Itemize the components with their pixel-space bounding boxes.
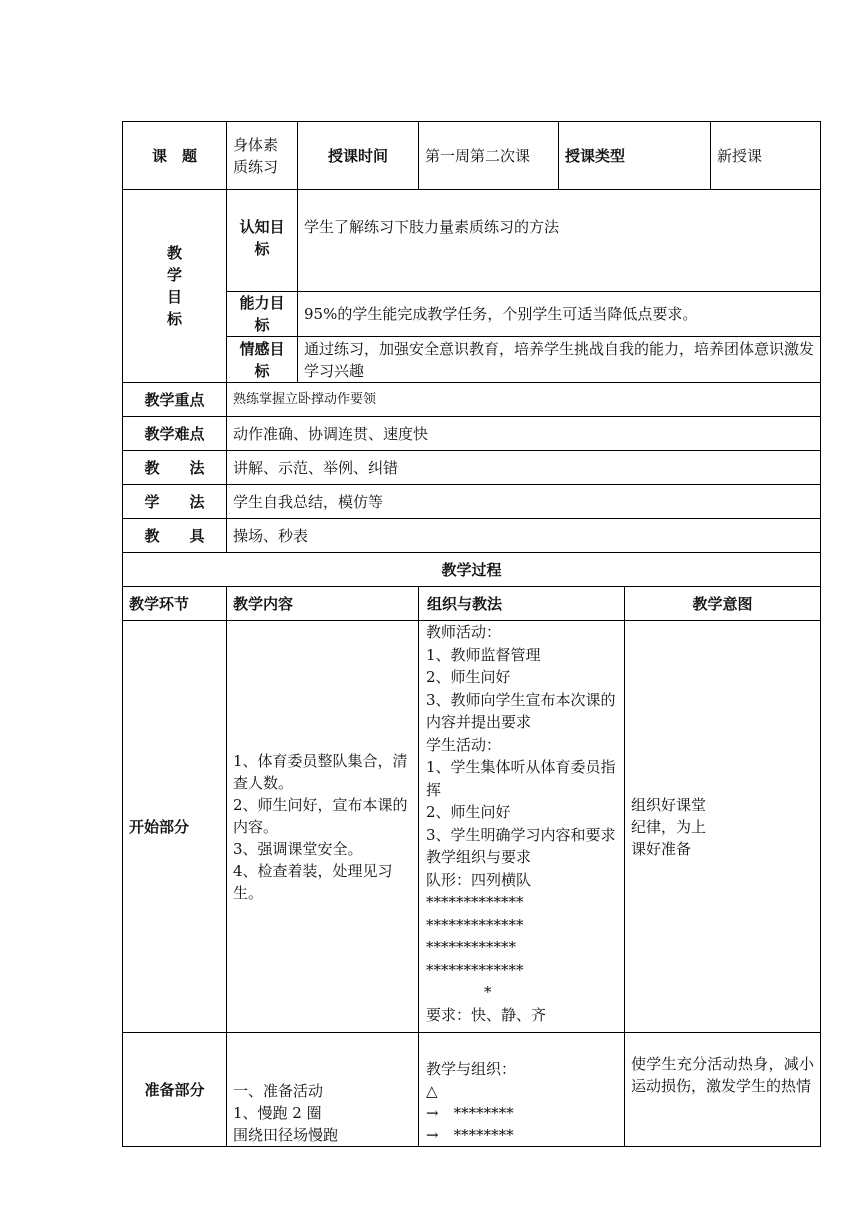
header-row bbox=[123, 122, 821, 190]
start-content: 1、体育委员整队集合，清查人数。 2、师生问好，宣布本课的内容。 3、强调课堂安全。 4、检查着装，处理见习生。 bbox=[227, 621, 419, 1033]
teaching-method-label: 教 法 bbox=[123, 451, 227, 485]
equipment-label: 教 具 bbox=[123, 519, 227, 553]
ability-label: 能力目标 bbox=[227, 292, 298, 337]
cognitive-label: 认知目标 bbox=[227, 190, 298, 292]
start-section-row bbox=[123, 621, 821, 1033]
topic-value: 身体素质练习 bbox=[227, 122, 298, 190]
info-row bbox=[123, 451, 821, 485]
topic-label: 课 题 bbox=[123, 122, 227, 190]
time-label: 授课时间 bbox=[298, 122, 419, 190]
process-header-row bbox=[123, 587, 821, 621]
ability-text: 95%的学生能完成教学任务，个别学生可适当降低点要求。 bbox=[298, 292, 821, 337]
difficulty-label: 教学难点 bbox=[123, 417, 227, 451]
emotion-label: 情感目标 bbox=[227, 337, 298, 383]
start-method: 教师活动： 1、教师监督管理 2、师生问好 3、教师向学生宣布本次课的内容并提出要求 学生活动： 1、学生集体听从体育委员指挥 2、师生问好 3、学生明确学习内容和要求 教学组织与要求 队形：四列横队 ************* ************* ************ ************* * 要求：快、静、齐 bbox=[419, 621, 625, 1033]
process-title: 教学过程 bbox=[123, 553, 821, 587]
info-row bbox=[123, 383, 821, 417]
emotion-text: 通过练习，加强安全意识教育，培养学生挑战自我的能力，培养团体意识激发学习兴趣 bbox=[298, 337, 821, 383]
type-value: 新授课 bbox=[711, 122, 821, 190]
prep-method: 教学与组织： △ → ******** → ******** bbox=[419, 1033, 625, 1147]
prep-intent: 使学生充分活动热身，减小运动损伤，激发学生的热情 bbox=[625, 1033, 821, 1147]
col-header-intent: 教学意图 bbox=[625, 587, 821, 621]
start-stage: 开始部分 bbox=[123, 621, 227, 1033]
info-row bbox=[123, 485, 821, 519]
type-label: 授课类型 bbox=[559, 122, 711, 190]
start-intent: 组织好课堂 纪律，为上 课好准备 bbox=[625, 621, 821, 1033]
info-row bbox=[123, 417, 821, 451]
col-header-method: 组织与教法 bbox=[419, 587, 625, 621]
learning-method-label: 学 法 bbox=[123, 485, 227, 519]
prep-stage: 准备部分 bbox=[123, 1033, 227, 1147]
learning-method-value: 学生自我总结，模仿等 bbox=[227, 485, 821, 519]
teaching-method-value: 讲解、示范、举例、纠错 bbox=[227, 451, 821, 485]
key-point-label: 教学重点 bbox=[123, 383, 227, 417]
difficulty-value: 动作准确、协调连贯、速度快 bbox=[227, 417, 821, 451]
prep-content: 一、准备活动 1、慢跑 2 圈 围绕田径场慢跑 bbox=[227, 1033, 419, 1147]
objectives-label: 教学目标 bbox=[123, 190, 227, 383]
key-point-value: 熟练掌握立卧撑动作要领 bbox=[227, 383, 821, 417]
lesson-plan-table bbox=[122, 121, 821, 1147]
info-row bbox=[123, 519, 821, 553]
col-header-stage: 教学环节 bbox=[123, 587, 227, 621]
equipment-value: 操场、秒表 bbox=[227, 519, 821, 553]
col-header-content: 教学内容 bbox=[227, 587, 419, 621]
cognitive-text: 学生了解练习下肢力量素质练习的方法 bbox=[298, 190, 821, 292]
time-value: 第一周第二次课 bbox=[419, 122, 559, 190]
prep-section-row bbox=[123, 1033, 821, 1147]
